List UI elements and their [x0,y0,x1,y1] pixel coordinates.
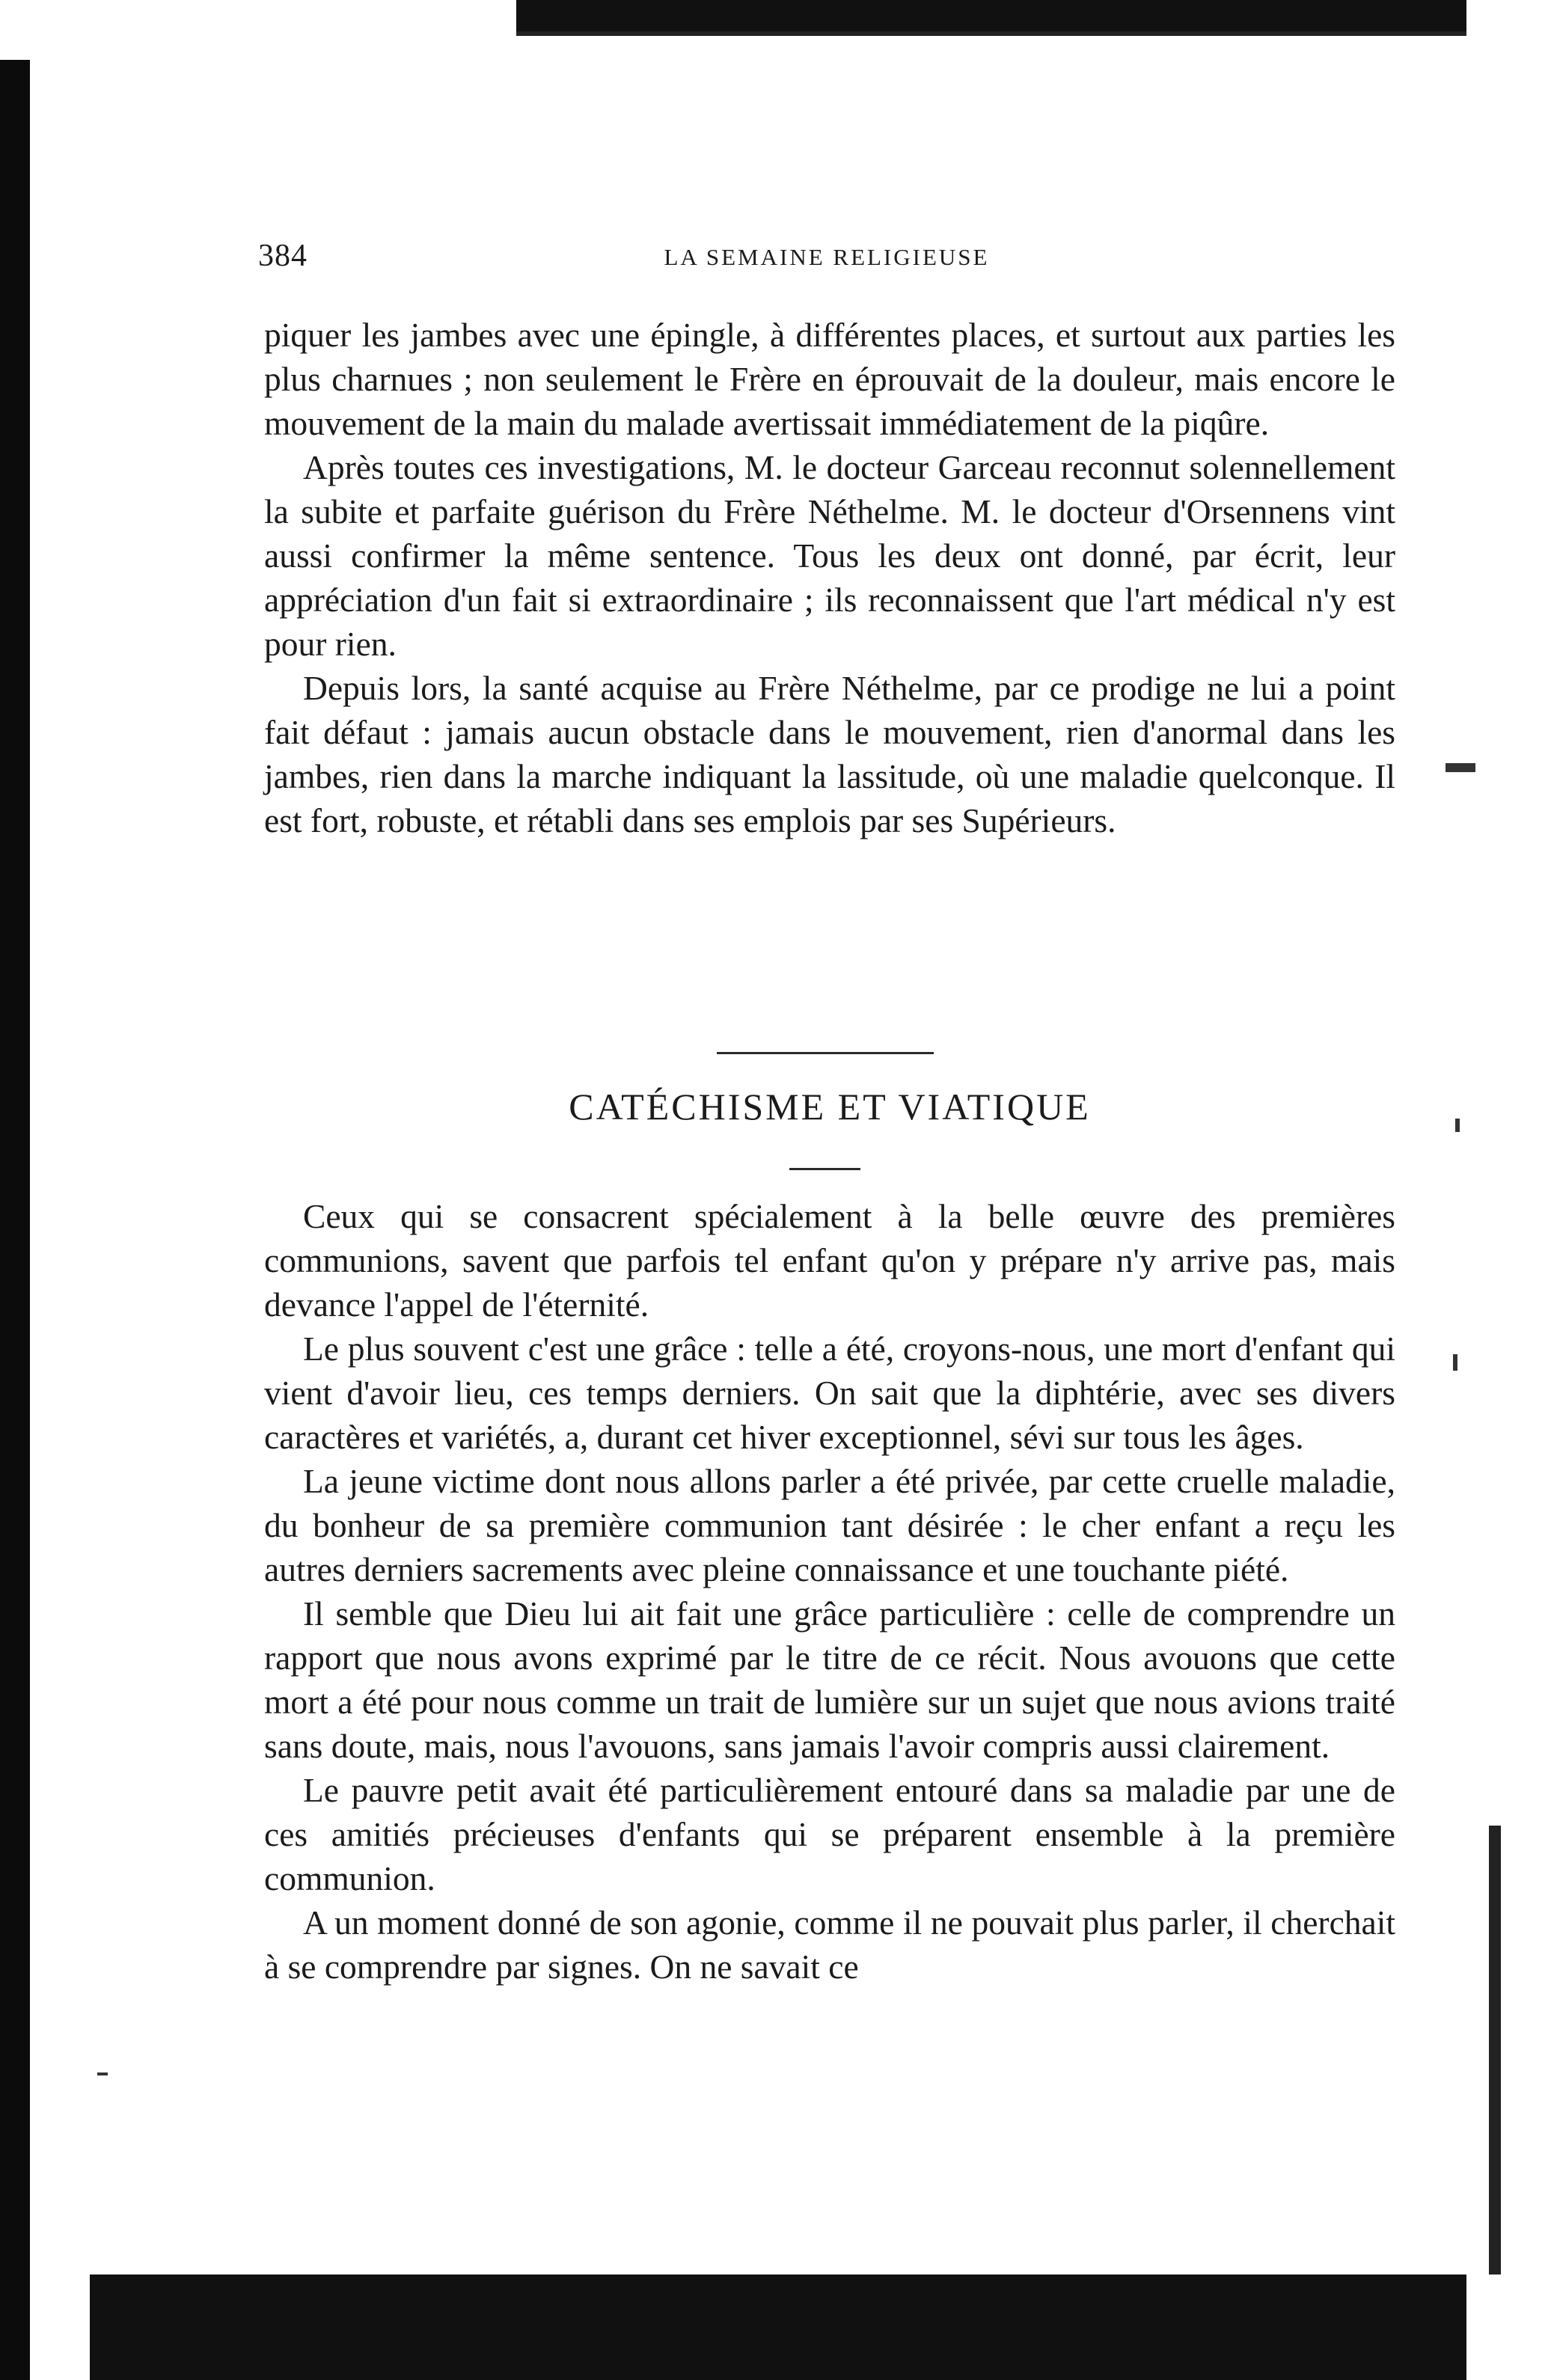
scan-border-left [0,60,30,2380]
journal-title: LA SEMAINE RELIGIEUSE [664,244,990,270]
scan-border-bottom [90,2275,1466,2380]
paragraph: A un moment donné de son agonie, comme il ne pouvait plus parler, il cherchait à se comprendre par signes. On ne savait ce [264,1903,1395,1986]
scan-speck [97,2072,108,2075]
paragraph: Le pauvre petit avait été particulièrement entouré dans sa maladie par une de ces amitiés précieuses d'enfants qui se préparent ensemble à la première communion. [264,1771,1395,1897]
paragraph: Depuis lors, la santé acquise au Frère Néthelme, par ce prodige ne lui a point fait défaut : jamais aucun obstacle dans le mouvement, rien d'anormal dans les jambes, rien dans la marche indiquant la lassitude, où une maladie quelconque. Il est fort, robuste, et rétabli dans ses emplois par ses Supérieurs. [264,669,1395,839]
scan-speck [1446,763,1475,772]
scan-border-top [516,0,1466,33]
heading-underline-rule [789,1168,860,1170]
page-number: 384 [258,239,308,273]
article-continuation [264,313,1395,842]
paragraph: Ceux qui se consacrent spécialement à la belle œuvre des premières communions, savent que parfois tel enfant qu'on y prépare n'y arrive pas, mais devance l'appel de l'éternité. [264,1197,1395,1324]
scan-speck [1455,1119,1460,1132]
scan-speck [1453,1354,1457,1371]
section-divider-rule [717,1052,934,1054]
paragraph: Après toutes ces investigations, M. le docteur Garceau reconnut solennellement la subite et parfaite guérison du Frère Néthelme. M. le docteur d'Orsennens vint aussi confirmer la même sentence. Tous les deux ont donné, par écrit, leur appréciation d'un fait si extraordinaire ; ils reconnaissent que l'art médical n'y est pour rien. [264,448,1395,663]
section-heading: CATÉCHISME ET VIATIQUE [569,1086,1091,1128]
paragraph: Le plus souvent c'est une grâce : telle a été, croyons-nous, une mort d'enfant qui vient d'avoir lieu, ces temps derniers. On sait que la diphtérie, avec ses divers caractères et variétés, a, durant cet hiver exceptionnel, sévi sur tous les âges. [264,1330,1395,1456]
scan-border-right [1489,1826,1501,2275]
paragraph: Il semble que Dieu lui ait fait une grâce particulière : celle de comprendre un rapport que nous avons exprimé par le titre de ce récit. Nous avouons que cette mort a été pour nous comme un trait de lumière sur un sujet que nous avions traité sans doute, mais, nous l'avouons, sans jamais l'avoir compris aussi clairement. [264,1594,1395,1765]
paragraph: La jeune victime dont nous allons parler a été privée, par cette cruelle maladie, du bonheur de sa première communion tant désirée : le cher enfant a reçu les autres derniers sacrements avec pleine connaissance et une touchante piété. [264,1462,1395,1588]
paragraph: piquer les jambes avec une épingle, à différentes places, et surtout aux parties les plus charnues ; non seulement le Frère en éprouvait de la douleur, mais encore le mouvement de la main du malade avertissait immédiatement de la piqûre. [264,316,1395,442]
article-body [264,1194,1395,1989]
running-head [258,238,1395,283]
scan-rule-top [516,31,1466,36]
